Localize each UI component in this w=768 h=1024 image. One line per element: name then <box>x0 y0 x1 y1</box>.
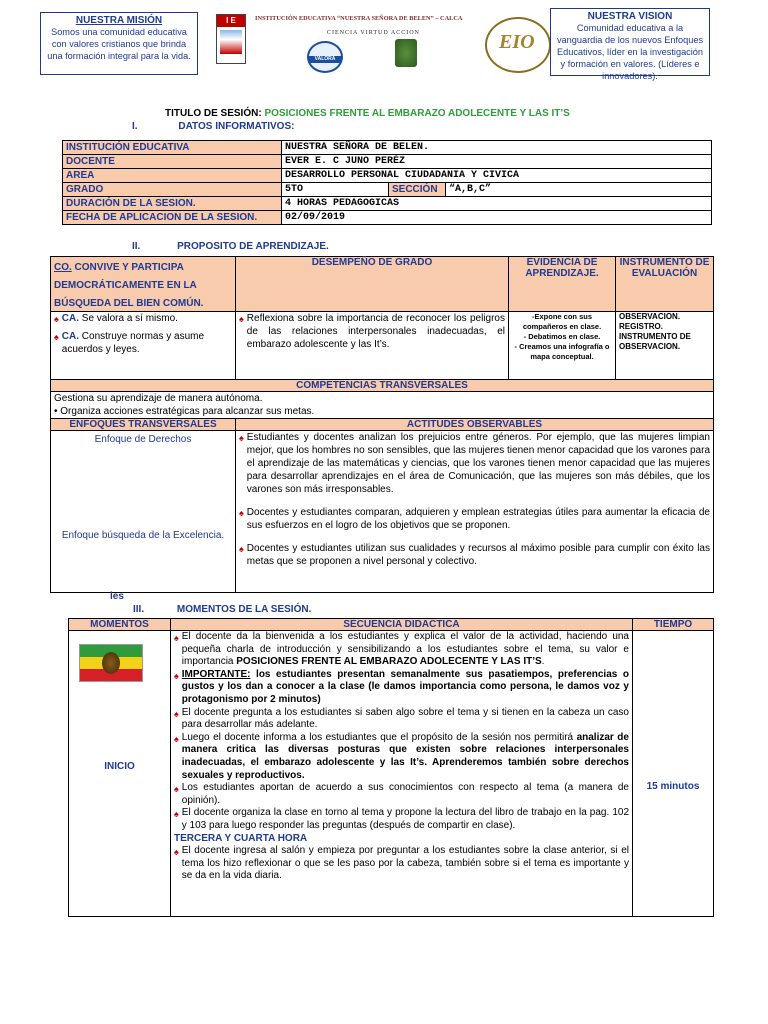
momentos-table <box>68 618 714 917</box>
proposito-col-competencia <box>51 257 236 312</box>
section-2-heading <box>132 241 329 252</box>
ca-text: Se valora a sí mismo. <box>79 313 178 324</box>
instrumento-cell <box>616 312 714 380</box>
section-3-label: MOMENTOS DE LA SESIÓN. <box>176 604 312 615</box>
datos-value: NUESTRA SEÑORA DE BELEN. <box>282 141 712 155</box>
subheading-tercera-cuarta: TERCERA Y CUARTA HORA <box>174 832 308 844</box>
spade-bullet-icon: ♠ <box>174 670 179 681</box>
datos-value: 4 HORAS PEDAGOGICAS <box>282 197 712 211</box>
ethiopia-lion-flag-icon <box>79 644 143 682</box>
proposito-col-instrumento: INSTRUMENTO DE EVALUACIÓN <box>616 257 714 312</box>
decorative-logo-right <box>485 17 549 72</box>
session-title-value: POSICIONES FRENTE AL EMBARAZO ADOLECENTE Y LAS IT’S <box>264 108 570 119</box>
vision-text: Comunidad educativa a la vanguardia de los nuevos Enfoques Educativos, líder en la investigación y formación en valores. (Líderes e innovadores). <box>556 23 704 81</box>
secuencia-item <box>182 732 629 782</box>
ca-item <box>54 312 232 326</box>
vision-box <box>550 8 710 81</box>
instrumento-item: OBSERVACION. <box>619 312 681 321</box>
school-motto: CIENCIA VIRTUD ACCION <box>327 30 420 36</box>
section-3-num: III. <box>133 604 145 615</box>
valora-badge <box>307 41 343 73</box>
logo-right-text: EIO <box>499 31 535 53</box>
actitud-item: Docentes y estudiantes comparan, adquieren y emplean estrategias útiles para aumentar la eficacia de sus esfuerzos en el logro de los objetivos que se proponen. <box>246 507 710 531</box>
spade-bullet-icon: ♠ <box>174 708 179 719</box>
proposito-table <box>50 256 714 593</box>
ca-item <box>54 330 232 356</box>
actitudes-cell <box>236 431 714 593</box>
spade-bullet-icon: ♠ <box>239 508 244 518</box>
co-text: CONVIVE Y PARTICIPA DEMOCRÁTICAMENTE EN LA BÚSQUEDA DEL BIEN COMÚN. <box>54 262 204 309</box>
datos-table <box>62 140 712 225</box>
p4-bold: analizar de manera critica las diversas posturas que existen sobre relaciones interpersonales inadecuadas, el embarazo adolescente y las It’s. Aprenderemos también sobre derechos sexuales y reproductivos. <box>181 731 629 781</box>
datos-label: GRADO <box>63 183 282 197</box>
secuencia-item: El docente organiza la clase en torno al tema y propone la lectura del libro de trabajo en la pag. 102 y 103 para luego responder las preguntas (después de compartir en clase). <box>181 807 629 831</box>
p1-end: . <box>541 656 545 668</box>
mision-box <box>40 12 198 75</box>
tiempo-col: TIEMPO <box>633 619 714 631</box>
spade-bullet-icon: ♠ <box>54 314 59 324</box>
secuencia-item <box>182 631 629 669</box>
p1-text: El docente da la bienvenida a los estudiantes y explica el valor de la actividad, haciendo una pequeña charla de introducción y sensibilizando a los estudiantes sobre el tema, su valor e importancia <box>181 631 629 668</box>
spade-bullet-icon: ♠ <box>239 314 244 324</box>
competencia-line: • Organiza acciones estratégicas para alcanzar sus metas. <box>54 406 315 417</box>
datos-value: 02/09/2019 <box>282 211 712 225</box>
p2-label: IMPORTANTE: <box>181 668 251 680</box>
evidencia-cell <box>509 312 616 380</box>
datos-label: DURACIÓN DE LA SESION. <box>63 197 282 211</box>
p2-text: los estudiantes presentan semanalmente sus pasatiempos, preferencias o gustos y los dan a conocer a la clase (le damos importancia como persona, le damos voz y protagonismo por 2 minutos) <box>181 668 629 705</box>
spade-bullet-icon: ♠ <box>174 784 179 795</box>
section-2-num: II. <box>132 241 141 252</box>
section-2-label: PROPOSITO DE APRENDIZAJE. <box>177 241 329 252</box>
tiempo-value: 15 minutos <box>646 781 700 792</box>
session-title <box>165 108 570 119</box>
school-shield-logo <box>216 14 246 64</box>
spade-bullet-icon: ♠ <box>174 733 179 744</box>
enfoques-col-title: ENFOQUES TRANSVERSALES <box>51 419 236 431</box>
mision-text: Somos una comunidad educativa con valores cristianos que brinda una formación integral para la vida. <box>47 27 191 61</box>
proposito-col-desempeno: DESEMPEÑO DE GRADO <box>236 257 509 312</box>
desempeno-cell <box>236 312 509 380</box>
datos-label: INSTITUCIÓN EDUCATIVA <box>63 141 282 155</box>
secuencia-item <box>182 669 629 707</box>
spade-bullet-icon: ♠ <box>239 544 244 554</box>
competencia-line: Gestiona su aprendizaje de manera autónoma. <box>54 393 263 404</box>
co-code: CO. <box>54 262 72 273</box>
institution-name: INSTITUCIÓN EDUCATIVA “NUESTRA SEÑORA DE BELEN” – CALCA <box>255 15 463 22</box>
stray-text: les <box>110 591 124 602</box>
spade-bullet-icon: ♠ <box>174 847 179 858</box>
logo-letters: I E <box>217 15 245 27</box>
evidencia-item: -Expone con sus compañeros en clase. <box>522 312 602 331</box>
momentos-col: MOMENTOS <box>69 619 171 631</box>
secuencia-item: El docente pregunta a los estudiantes si saben algo sobre el tema y si tienen en la cabeza un caso para desarrollar más adelante. <box>181 706 629 731</box>
datos-label: FECHA DE APLICACION DE LA SESION. <box>63 211 282 225</box>
secuencia-cell <box>171 631 633 917</box>
instrumento-item: INSTRUMENTO DE OBSERVACION. <box>619 332 691 351</box>
enfoque-derechos: Enfoque de Derechos <box>94 434 192 445</box>
datos-value: EVER E. C JUNO PERÉZ <box>282 155 712 169</box>
competencias-cell <box>51 392 714 419</box>
evidencia-item: - Debatimos en clase. <box>523 332 601 341</box>
proposito-col-evidencia: EVIDENCIA DE APRENDIZAJE. <box>509 257 616 312</box>
ca-code: CA. <box>61 331 80 342</box>
seccion-value: “A,B,C” <box>446 183 712 197</box>
datos-value: DESARROLLO PERSONAL CIUDADANIA Y CIVICA <box>282 169 712 183</box>
section-3-heading <box>133 604 311 615</box>
section-1-label: DATOS INFORMATIVOS: <box>178 121 295 132</box>
header-center <box>215 13 550 76</box>
datos-label: DOCENTE <box>63 155 282 169</box>
inicio-cell <box>69 631 171 917</box>
spade-bullet-icon: ♠ <box>239 433 244 443</box>
p1-bold: POSICIONES FRENTE AL EMBARAZO ADOLECENTE Y LAS IT’S <box>236 656 542 668</box>
tiempo-cell <box>633 631 714 917</box>
secuencia-col: SECUENCIA DIDACTICA <box>171 619 633 631</box>
enfoque-excelencia: Enfoque búsqueda de la Excelencia. <box>61 530 225 541</box>
vision-title: NUESTRA VISION <box>587 11 673 22</box>
ca-code: CA. <box>61 313 80 324</box>
secuencia-item: Los estudiantes aportan de acuerdo a sus conocimientos con respecto al tema (a manera de opinión). <box>181 782 629 806</box>
coat-of-arms-icon <box>395 39 417 67</box>
secuencia-item: El docente ingresa al salón y empieza por preguntar a los estudiantes sobre la clase anterior, si el tema los hizo reflexionar o que se les paso por la cabeza, también sobre si el tema es importante y se da en la vida diaria. <box>181 845 629 882</box>
inicio-label: INICIO <box>104 761 135 772</box>
datos-value: 5TO <box>282 183 389 197</box>
ca-text: Construye normas y asume acuerdos y leyes. <box>61 331 205 355</box>
spade-bullet-icon: ♠ <box>54 332 59 342</box>
actitudes-col-title: ACTITUDES OBSERVABLES <box>236 419 714 431</box>
actitud-item: Estudiantes y docentes analizan los prejuicios entre géneros. Por ejemplo, que las mujeres limpian mejor, que los hombres no son sensibles, que las mujeres tienen menor capacidad que los varones para el aprendizaje de las matemáticas y ciencias, que los varones tienen menor capacidad que las mujeres para desarrollar aprendizajes en el área de Comunicación, que las mujeres son más débiles, que los varones son más irresponsables. <box>246 432 710 495</box>
competencias-title: COMPETENCIAS TRANSVERSALES <box>51 380 714 392</box>
mision-title: NUESTRA MISIÓN <box>75 15 163 26</box>
spade-bullet-icon: ♠ <box>174 809 179 820</box>
enfoques-cell <box>51 431 236 593</box>
badge-text: VALORA <box>309 56 341 63</box>
section-1-heading <box>132 121 294 132</box>
section-1-num: I. <box>132 121 138 132</box>
spade-bullet-icon: ♠ <box>174 633 179 643</box>
seccion-label: SECCIÓN <box>389 183 446 197</box>
desempeno-text: Reflexiona sobre la importancia de reconocer los peligros de las relaciones interpersonales inadecuadas, el embarazo adolescente y las It’s. <box>246 313 505 350</box>
evidencia-item: - Creamos una infografía o mapa conceptual. <box>514 342 610 361</box>
instrumento-item: REGISTRO. <box>619 322 664 331</box>
actitud-item: Docentes y estudiantes utilizan sus cualidades y recursos al máximo posible para cumplir con éxito las metas que se proponen a nivel personal y colectivo. <box>246 543 710 567</box>
session-title-label: TITULO DE SESIÓN: <box>165 108 262 119</box>
datos-label: AREA <box>63 169 282 183</box>
capacidades-cell <box>51 312 236 380</box>
p4-text: Luego el docente informa a los estudiantes que el propósito de la sesión nos permitirá <box>181 731 577 743</box>
